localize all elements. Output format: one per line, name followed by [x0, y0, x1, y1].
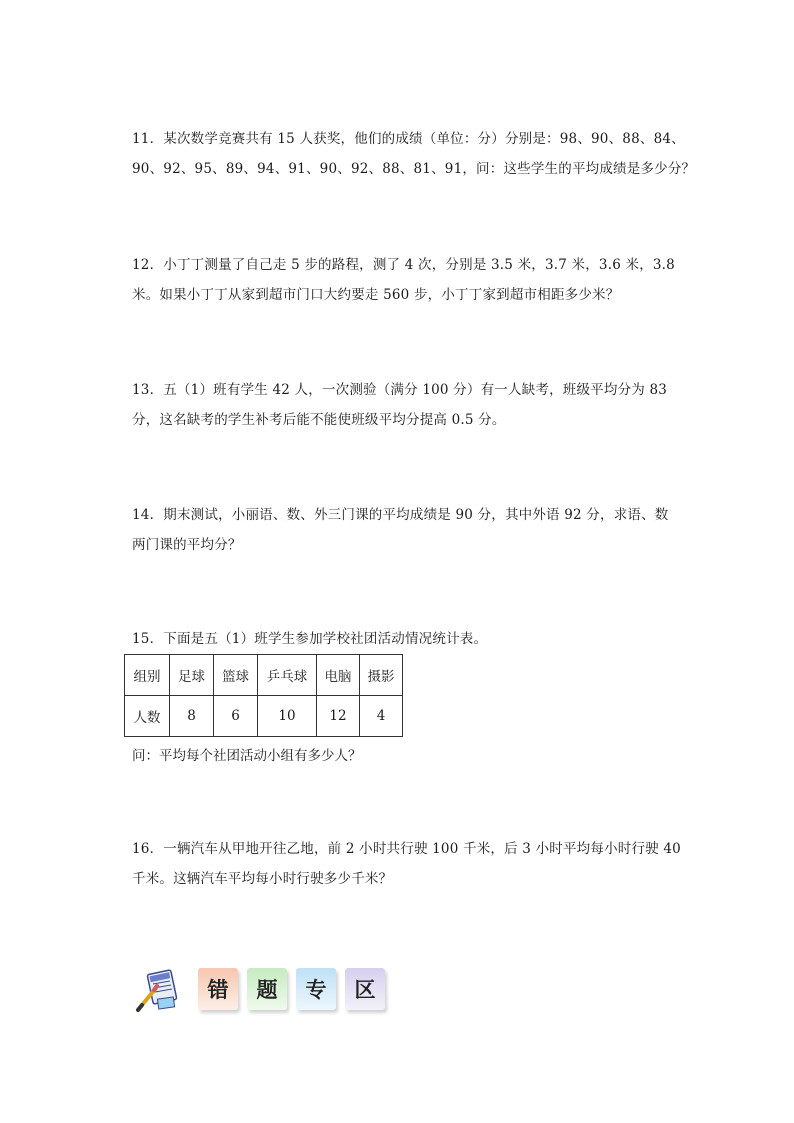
question-15-question: 问：平均每个社团活动小组有多少人？	[132, 748, 362, 764]
mistake-zone-banner	[134, 964, 404, 1014]
question-15-intro: 15．下面是五（1）班学生参加学校社团活动情况统计表。	[132, 631, 488, 647]
table-cell: 篮球	[214, 655, 258, 696]
question-12-line-1: 12．小丁丁测量了自己走 5 步的路程，测了 4 次，分别是 3.5 米，3.7 米，3.6 米，3.8	[132, 257, 675, 273]
book-pencil-icon	[134, 968, 190, 1014]
question-16-line-1: 16．一辆汽车从甲地开往乙地，前 2 小时共行驶 100 千米，后 3 小时平均每小时行驶 40	[132, 841, 681, 857]
banner-tile-2: 题	[247, 968, 287, 1010]
table-cell: 电脑	[317, 655, 360, 696]
table-cell: 12	[317, 696, 360, 737]
question-13-line-1: 13．五（1）班有学生 42 人，一次测验（满分 100 分）有一人缺考，班级平均分为 83	[132, 382, 668, 398]
table-cell: 6	[214, 696, 258, 737]
table-cell: 10	[258, 696, 317, 737]
question-14-line-2: 两门课的平均分？	[132, 537, 242, 553]
table-header-row	[125, 655, 403, 696]
table-cell: 人数	[125, 696, 170, 737]
question-12	[132, 250, 675, 310]
question-15	[132, 624, 672, 654]
table-cell: 4	[360, 696, 403, 737]
question-13-line-2: 分，这名缺考的学生补考后能不能使班级平均分提高 0.5 分。	[132, 412, 506, 428]
question-14-line-1: 14．期末测试，小丽语、数、外三门课的平均成绩是 90 分，其中外语 92 分，求语、数	[132, 507, 669, 523]
question-16-line-2: 千米。这辆汽车平均每小时行驶多少千米？	[132, 871, 393, 887]
banner-tile-3: 专	[296, 968, 336, 1010]
table-cell: 8	[170, 696, 214, 737]
table-row	[125, 696, 403, 737]
question-11-line-2: 90、92、95、89、94、91、90、92、88、81、91，问：这些学生的平均成绩是多少分？	[132, 161, 696, 177]
question-11	[132, 124, 696, 184]
question-14	[132, 500, 672, 560]
question-11-line-1: 11．某次数学竞赛共有 15 人获奖，他们的成绩（单位：分）分别是：98、90、88、84、	[132, 131, 685, 147]
club-statistics-table	[124, 654, 403, 737]
table-cell: 足球	[170, 655, 214, 696]
question-12-line-2: 米。如果小丁丁从家到超市门口大约要走 560 步，小丁丁家到超市相距多少米？	[132, 287, 620, 303]
question-16	[132, 834, 681, 894]
table-cell: 组别	[125, 655, 170, 696]
question-13	[132, 375, 672, 435]
table-cell: 摄影	[360, 655, 403, 696]
banner-tile-4: 区	[345, 968, 385, 1010]
banner-tile-1: 错	[198, 968, 238, 1010]
table-cell: 乒乓球	[258, 655, 317, 696]
